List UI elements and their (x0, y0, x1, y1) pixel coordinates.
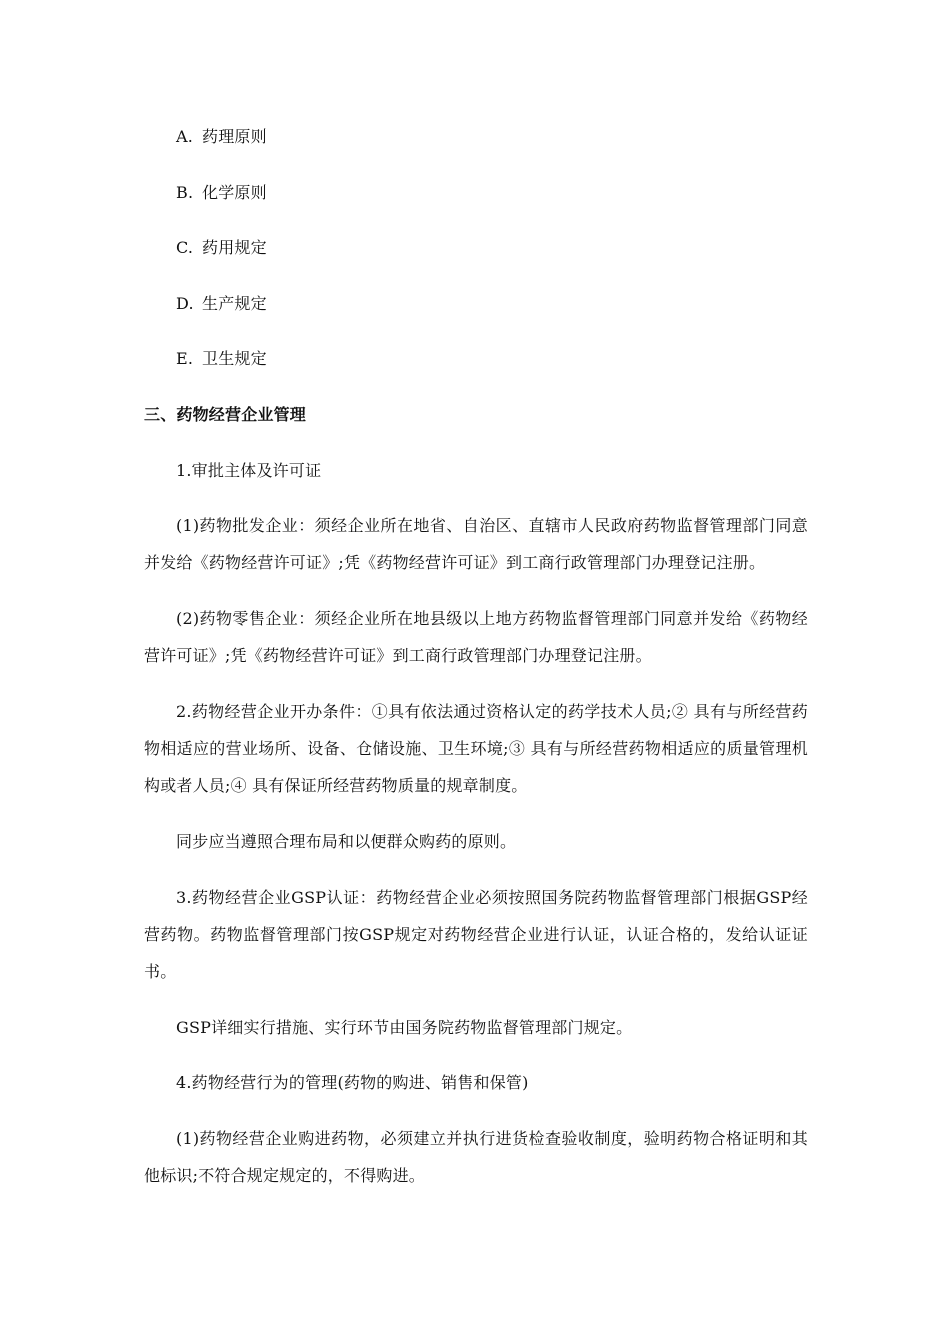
option-e (176, 349, 267, 369)
option-letter: A. (176, 127, 194, 146)
option-b (176, 183, 267, 203)
option-d (176, 294, 267, 314)
paragraph-wholesale: (1)药物批发企业：须经企业所在地省、自治区、直辖市人民政府药物监督管理部门同意并发给《药物经营许可证》;凭《药物经营许可证》到工商行政管理部门办理登记注册。 (144, 516, 808, 572)
paragraph-business-conduct: 4.药物经营行为的管理(药物的购进、销售和保管) (176, 1073, 529, 1092)
option-letter: D. (176, 294, 194, 313)
option-a (176, 127, 267, 147)
paragraph-retail: (2)药物零售企业：须经企业所在地县级以上地方药物监督管理部门同意并发给《药物经营许可证》;凭《药物经营许可证》到工商行政管理部门办理登记注册。 (144, 609, 808, 665)
paragraph-gsp-certification: 3.药物经营企业GSP认证：药物经营企业必须按照国务院药物监督管理部门根据GSP经营药物。药物监督管理部门按GSP规定对药物经营企业进行认证，认证合格的，发给认证证书。 (144, 888, 808, 981)
paragraph-purchase: (1)药物经营企业购进药物，必须建立并执行进货检查验收制度，验明药物合格证明和其他标识;不符合规定规定的，不得购进。 (144, 1129, 808, 1185)
section-heading: 三、药物经营企业管理 (144, 405, 307, 424)
option-letter: E. (176, 349, 194, 368)
option-text: 药理原则 (202, 127, 267, 146)
paragraph-layout-principle: 同步应当遵照合理布局和以便群众购药的原则。 (176, 832, 517, 851)
paragraph-approval-subject: 1.审批主体及许可证 (176, 461, 322, 480)
paragraph-conditions: 2.药物经营企业开办条件：①具有依法通过资格认定的药学技术人员;② 具有与所经营药物相适应的营业场所、设备、仓储设施、卫生环境;③ 具有与所经营药物相适应的质量管理机构或者人员;④ 具有保证所经营药物质量的规章制度。 (144, 702, 808, 795)
option-c (176, 238, 267, 258)
option-letter: B. (176, 183, 194, 202)
option-text: 化学原则 (202, 183, 267, 202)
option-letter: C. (176, 238, 194, 257)
option-text: 生产规定 (202, 294, 267, 313)
paragraph-gsp-details: GSP详细实行措施、实行环节由国务院药物监督管理部门规定。 (176, 1018, 633, 1037)
option-text: 药用规定 (202, 238, 267, 257)
option-text: 卫生规定 (202, 349, 267, 368)
